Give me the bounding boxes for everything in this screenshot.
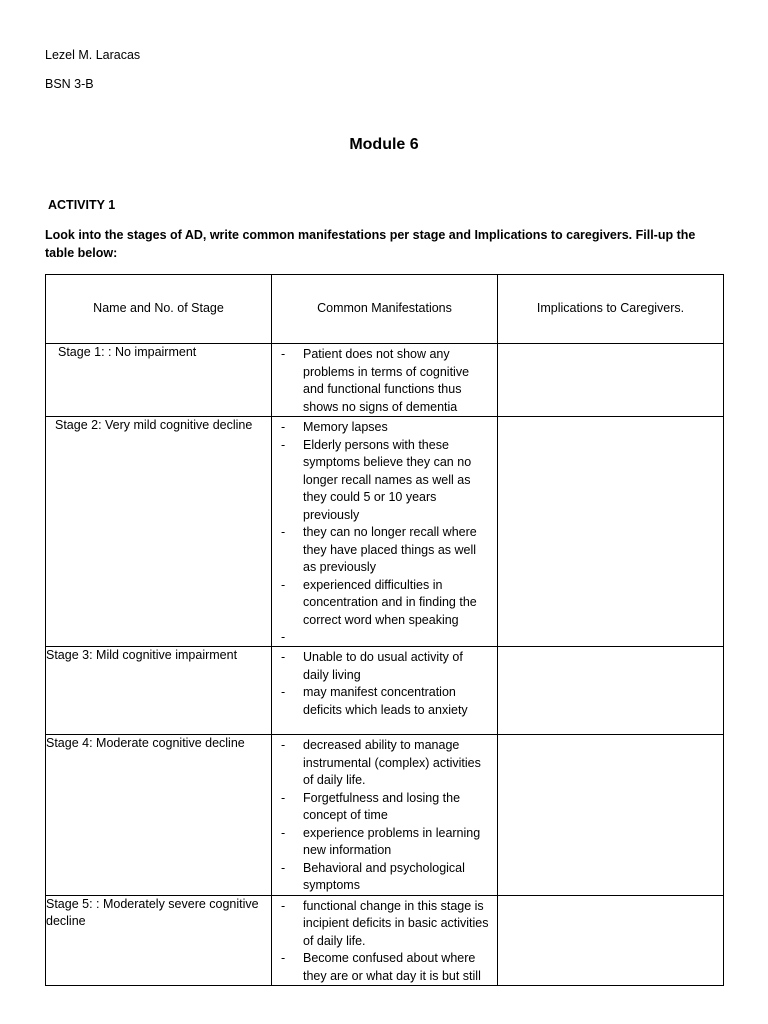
manifestation-item: - Patient does not show any problems in terms of cognitive and functional functions thus shows no signs of dementia: [272, 346, 497, 416]
manifestation-item: - experienced difficulties in concentration and in finding the correct word when speaking: [272, 577, 497, 630]
manifestations-cell: [272, 735, 498, 896]
implications-cell[interactable]: [498, 895, 724, 986]
page-title: Module 6: [349, 136, 419, 153]
manifestations-cell: [272, 417, 498, 647]
manifestation-item: - decreased ability to manage instrumental (complex) activities of daily life.: [272, 737, 497, 790]
manifestation-item: - experience problems in learning new information: [272, 825, 497, 860]
table-row: [46, 895, 724, 986]
student-name: Lezel M. Laracas: [45, 48, 141, 62]
stage-name-cell: Stage 1: : No impairment: [46, 344, 272, 417]
manifestations-cell: [272, 647, 498, 735]
manifestation-item: - they can no longer recall where they have placed things as well as previously: [272, 524, 497, 577]
manifestation-item: - Become confused about where they are or what day it is but still: [272, 950, 497, 985]
activity-label: ACTIVITY 1: [48, 198, 116, 212]
stage-name-cell: Stage 3: Mild cognitive impairment: [46, 647, 272, 735]
manifestation-item: - Elderly persons with these symptoms believe they can no longer recall names as well as they could 5 or 10 years previously: [272, 437, 497, 525]
activity-instruction: Look into the stages of AD, write common manifestations per stage and Implications to caregivers. Fill-up the table below:: [45, 228, 696, 260]
table-row: [46, 735, 724, 896]
column-header-manifestations: Common Manifestations: [272, 275, 498, 344]
manifestation-item: - functional change in this stage is incipient deficits in basic activities of daily life.: [272, 898, 497, 951]
table-header-row: [46, 275, 724, 344]
manifestation-item: - Behavioral and psychological symptoms: [272, 860, 497, 895]
stage-name-cell: Stage 4: Moderate cognitive decline: [46, 735, 272, 896]
stage-name-cell: Stage 2: Very mild cognitive decline: [46, 417, 272, 647]
table-row: [46, 647, 724, 735]
stages-table: [45, 274, 724, 986]
manifestation-item: - Memory lapses: [272, 419, 497, 437]
manifestations-cell: [272, 344, 498, 417]
stage-name-cell: Stage 5: : Moderately severe cognitive decline: [46, 895, 272, 986]
manifestations-cell: [272, 895, 498, 986]
implications-cell[interactable]: [498, 344, 724, 417]
table-row: [46, 344, 724, 417]
implications-cell[interactable]: [498, 417, 724, 647]
implications-cell[interactable]: [498, 735, 724, 896]
manifestation-item: - Forgetfulness and losing the concept of time: [272, 790, 497, 825]
column-header-stage: Name and No. of Stage: [46, 275, 272, 344]
manifestation-item: - may manifest concentration deficits which leads to anxiety: [272, 684, 497, 719]
student-section: BSN 3-B: [45, 77, 94, 91]
column-header-implications: Implications to Caregivers.: [498, 275, 724, 344]
manifestation-item: [272, 629, 497, 646]
table-row: [46, 417, 724, 647]
manifestation-item: - Unable to do usual activity of daily living: [272, 649, 497, 684]
implications-cell[interactable]: [498, 647, 724, 735]
